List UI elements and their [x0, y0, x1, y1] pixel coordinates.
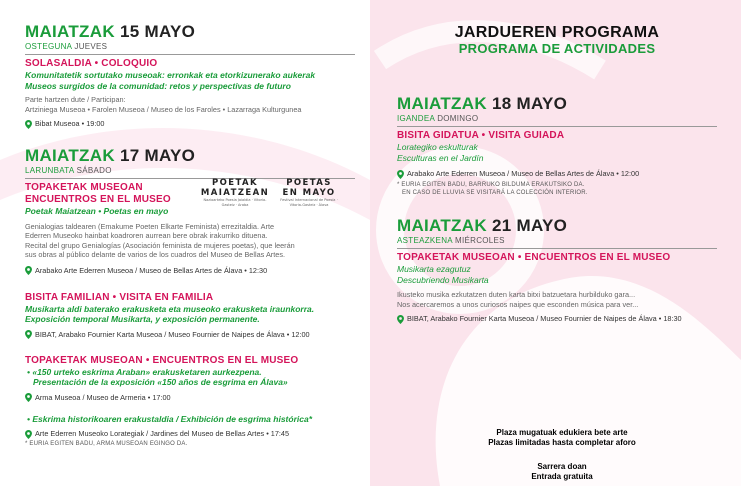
date-num: 18: [491, 94, 512, 113]
date-es: MAYO: [144, 22, 196, 41]
date-eu: MAIATZAK: [397, 216, 487, 235]
date-heading: [25, 22, 355, 42]
event-sub: • «150 urteko eskrima Araban» erakusketaren aurkezpena.: [27, 366, 262, 377]
event-body: Genialogias taldearen (Emakume Poeten Elkarte Feminista) errezitaldia. Arte: [25, 221, 275, 231]
date-num: 17: [119, 146, 140, 165]
location-pin-icon: [25, 430, 32, 439]
event-desc-eu: Komunitatetik sortutako museoak: erronkak eta etorkizunerako aukerak: [25, 70, 316, 80]
location-pin-icon: [25, 393, 32, 402]
date-num: 15: [119, 22, 140, 41]
footer-info: [397, 428, 727, 482]
date-eu: MAIATZAK: [25, 22, 115, 41]
weekday: OSTEGUNA JUEVES: [25, 42, 108, 51]
event-location: BIBAT, Arabako Fournier Karta Museoa / Museo Fournier de Naipes de Álava • 18:30: [397, 314, 717, 324]
event-location: Arabako Arte Ederren Museoa / Museo de Bellas Artes de Álava • 12:30: [25, 266, 355, 276]
limited-places-eu: Plaza mugatuak edukiera bete arte: [496, 428, 628, 437]
program-title-es: PROGRAMA DE ACTIVIDADES: [458, 41, 656, 56]
left-column: [25, 22, 355, 449]
date-eu: MAIATZAK: [397, 94, 487, 113]
event-title: TOPAKETAK MUSEOAN • ENCUENTROS EN EL MUSEO: [397, 252, 671, 263]
date-num: 21: [491, 216, 512, 235]
day-17-section: [25, 146, 355, 449]
date-es: MAYO: [144, 146, 196, 165]
rain-note: * EURIA EGITEN BADU, ARMA MUSEOAN EGINGO DA.: [25, 441, 188, 447]
date-heading: [25, 146, 355, 166]
event-title: BISITA FAMILIAN • VISITA EN FAMILIA: [25, 291, 214, 303]
participants-label: Parte hartzen dute / Participan:: [25, 95, 126, 104]
event-body: Nos acercaremos a unos curiosos naipes que esconden música para ver...: [397, 299, 639, 309]
event-sub: Poetak Maiatzean • Poetas en mayo: [25, 206, 169, 216]
poetas-en-mayo-logo: POETAS EN MAYO Festival Internacional de Poesía · Vitoria-Gasteiz · Álava: [280, 178, 338, 207]
event-title: SOLASALDIA • COLOQUIO: [25, 58, 158, 69]
location-pin-icon: [25, 120, 32, 129]
program-header: [387, 24, 727, 56]
event-familia: [25, 292, 355, 340]
event-desc-es: Museos surgidos de la comunidad: retos y perspectivas de futuro: [25, 80, 291, 91]
location-pin-icon: [397, 315, 404, 324]
event-location: BIBAT, Arabako Fournier Karta Museoa / Museo Fournier de Naipes de Álava • 12:00: [25, 330, 355, 340]
weekday: IGANDEA DOMINGO: [397, 114, 479, 123]
event-location: Bibat Museoa • 19:00: [25, 119, 355, 129]
location-pin-icon: [25, 266, 32, 275]
event-title-2: ENCUENTROS EN EL MUSEO: [25, 194, 171, 205]
date-eu: MAIATZAK: [25, 146, 115, 165]
free-entry-eu: Sarrera doan: [537, 462, 587, 471]
event-sub: Musikarta ezagutuz: [397, 264, 471, 274]
rain-note-eu: * EURIA EGITEN BADU, BARRUKO BILDUMA ERAKUTSIKO DA.: [397, 182, 585, 188]
date-heading: [397, 94, 717, 114]
location-pin-icon: [397, 170, 404, 179]
weekday: ASTEAZKENA MIÉRCOLES: [397, 236, 505, 245]
event-location: Arabako Arte Ederren Museoa / Museo de Bellas Artes de Álava • 12:00: [397, 169, 717, 179]
day-21-section: [397, 216, 717, 324]
poetak-maiatzean-logo: POETAK MAIATZEAN Nazioarteko Poesia Jaialdia · Vitoria-Gasteiz · Araba: [200, 178, 270, 207]
event-sub: Musikarta aldi baterako erakusketa eta museoko erakusketa iraunkorra.: [25, 303, 315, 314]
date-es: MAYO: [516, 94, 568, 113]
divider: [397, 248, 717, 249]
event-sub: Descubriendo Musikarta: [397, 274, 489, 285]
event-sub: Exposición temporal Musikarta, y exposición permanente.: [25, 314, 260, 324]
event-sub: Lorategiko eskulturak: [397, 142, 478, 152]
divider: [397, 126, 717, 127]
program-title-eu: JARDUEREN PROGRAMA: [454, 24, 660, 41]
event-title: TOPAKETAK MUSEOAN • ENCUENTROS EN EL MUSEO: [25, 354, 299, 366]
date-heading: [397, 216, 717, 236]
event-body: Ikusteko musika ezkutatzen duten karta bitxi batzuetara hurbilduko gara...: [397, 290, 636, 299]
event-sub: • Eskrima historikoaren erakustaldia / Exhibición de esgrima histórica*: [27, 413, 312, 424]
event-sub: Presentación de la exposición «150 años de esgrima en Álava»: [33, 377, 288, 387]
day-18-section: [397, 94, 717, 197]
event-esgrima: [25, 355, 355, 449]
rain-note-es: EN CASO DE LLUVIA SE VISITARÁ LA COLECCIÓN INTERIOR.: [402, 189, 588, 196]
location-pin-icon: [25, 330, 32, 339]
limited-places-es: Plazas limitadas hasta completar aforo: [488, 438, 636, 447]
date-es: MAYO: [516, 216, 568, 235]
event-location: Arte Ederren Museoko Lorategiak / Jardines del Museo de Bellas Artes • 17:45: [25, 429, 355, 439]
event-body: sus obras al público delante de varios de los cuadros del Museo de Bellas Artes.: [25, 250, 286, 259]
weekday: LARUNBATA SÁBADO: [25, 166, 112, 175]
event-poetas: [25, 178, 355, 276]
event-body: Recital del grupo Genialogías (Asociación feminista de mujeres poetas), que leerán: [25, 240, 295, 250]
right-column: [397, 24, 717, 481]
event-sub: Esculturas en el Jardín: [397, 152, 484, 163]
event-title: TOPAKETAK MUSEOAN: [25, 182, 143, 193]
event-location: Arma Museoa / Museo de Armeria • 17:00: [25, 393, 355, 403]
free-entry-es: Entrada gratuita: [531, 472, 593, 481]
participants: Artziniega Museoa • Farolen Museoa / Museo de los Faroles • Lazarraga Kulturgunea: [25, 104, 302, 114]
event-title: BISITA GIDATUA • VISITA GUIADA: [397, 130, 565, 141]
divider: [25, 54, 355, 55]
day-15-section: [25, 22, 355, 129]
event-body: Ederren Museoko hainbat koadroren aurrean bere obrak irakurriko dituena.: [25, 231, 268, 240]
